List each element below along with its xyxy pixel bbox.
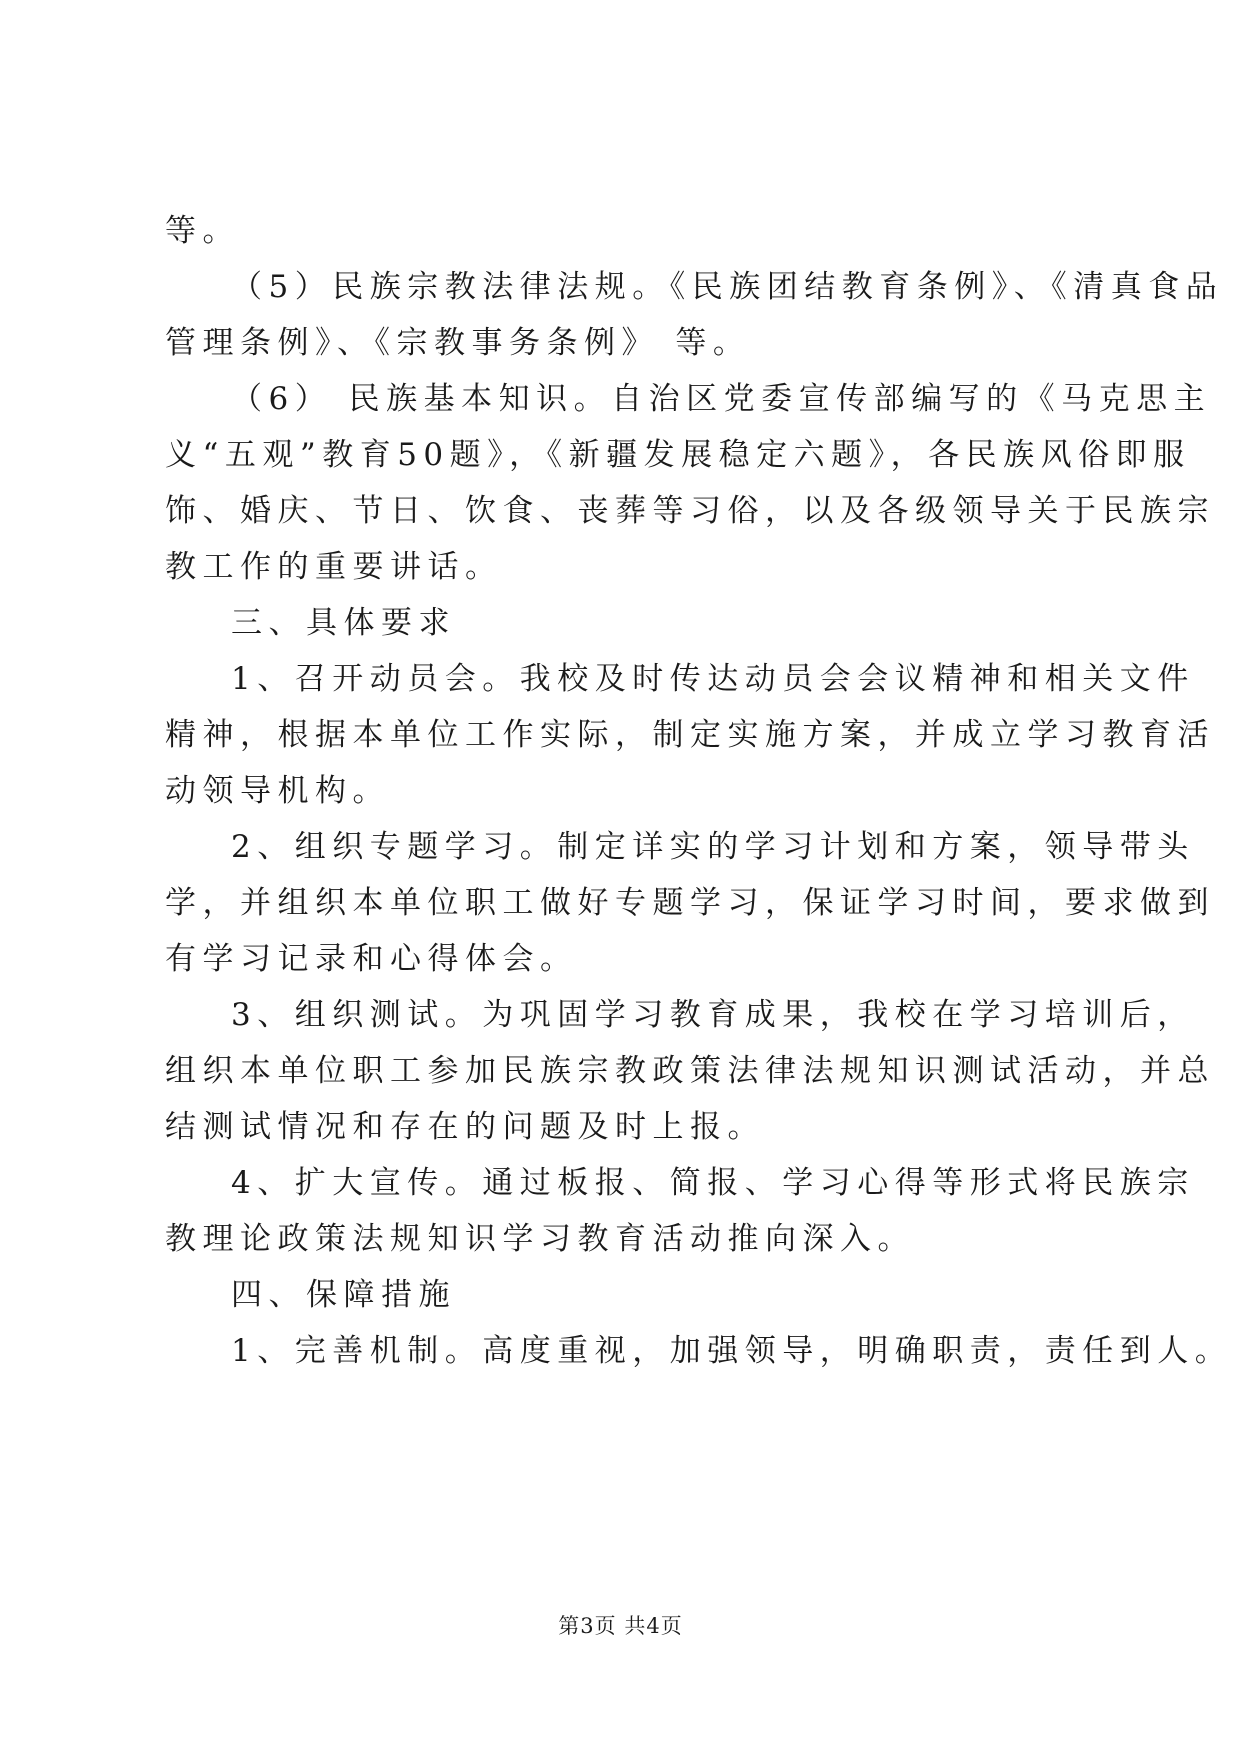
text-line: 组织本单位职工参加民族宗教政策法律法规知识测试活动，并总 <box>165 1053 1215 1089</box>
text-line: 教理论政策法规知识学习教育活动推向深入。 <box>165 1221 915 1257</box>
text-line: 教工作的重要讲话。 <box>165 549 503 585</box>
text-line: 有学习记录和心得体会。 <box>165 941 578 977</box>
text-line: （6） 民族基本知识。自治区党委宣传部编写的《马克思主 <box>231 381 1212 417</box>
text-line: 精神，根据本单位工作实际，制定实施方案，并成立学习教育活 <box>165 717 1215 753</box>
text-line: 等。 <box>165 213 240 249</box>
text-line: （5）民族宗教法律法规。《民族团结教育条例》、《清真食品 <box>231 269 1224 305</box>
text-line: 1、完善机制。高度重视，加强领导，明确职责，责任到人。 <box>231 1333 1233 1369</box>
text-line: 2、组织专题学习。制定详实的学习计划和方案，领导带头 <box>231 829 1195 865</box>
text-line: 动领导机构。 <box>165 773 390 809</box>
text-line: 学，并组织本单位职工做好专题学习，保证学习时间，要求做到 <box>165 885 1215 921</box>
text-line: 3、组织测试。为巩固学习教育成果，我校在学习培训后， <box>231 997 1195 1033</box>
page-number-footer: 第3页 共4页 <box>558 1614 683 1638</box>
text-line: 1、召开动员会。我校及时传达动员会会议精神和相关文件 <box>231 661 1195 697</box>
text-line: 饰、婚庆、节日、饮食、丧葬等习俗，以及各级领导关于民族宗 <box>165 493 1215 529</box>
text-line: 管理条例》、《宗教事务条例》 等。 <box>165 325 751 361</box>
text-line: 义“五观”教育50题》，《新疆发展稳定六题》，各民族风俗即服 <box>165 437 1191 473</box>
section-heading: 三、具体要求 <box>231 605 456 641</box>
text-line: 结测试情况和存在的问题及时上报。 <box>165 1109 765 1145</box>
section-heading: 四、保障措施 <box>231 1277 456 1313</box>
text-line: 4、扩大宣传。通过板报、简报、学习心得等形式将民族宗 <box>231 1165 1195 1201</box>
